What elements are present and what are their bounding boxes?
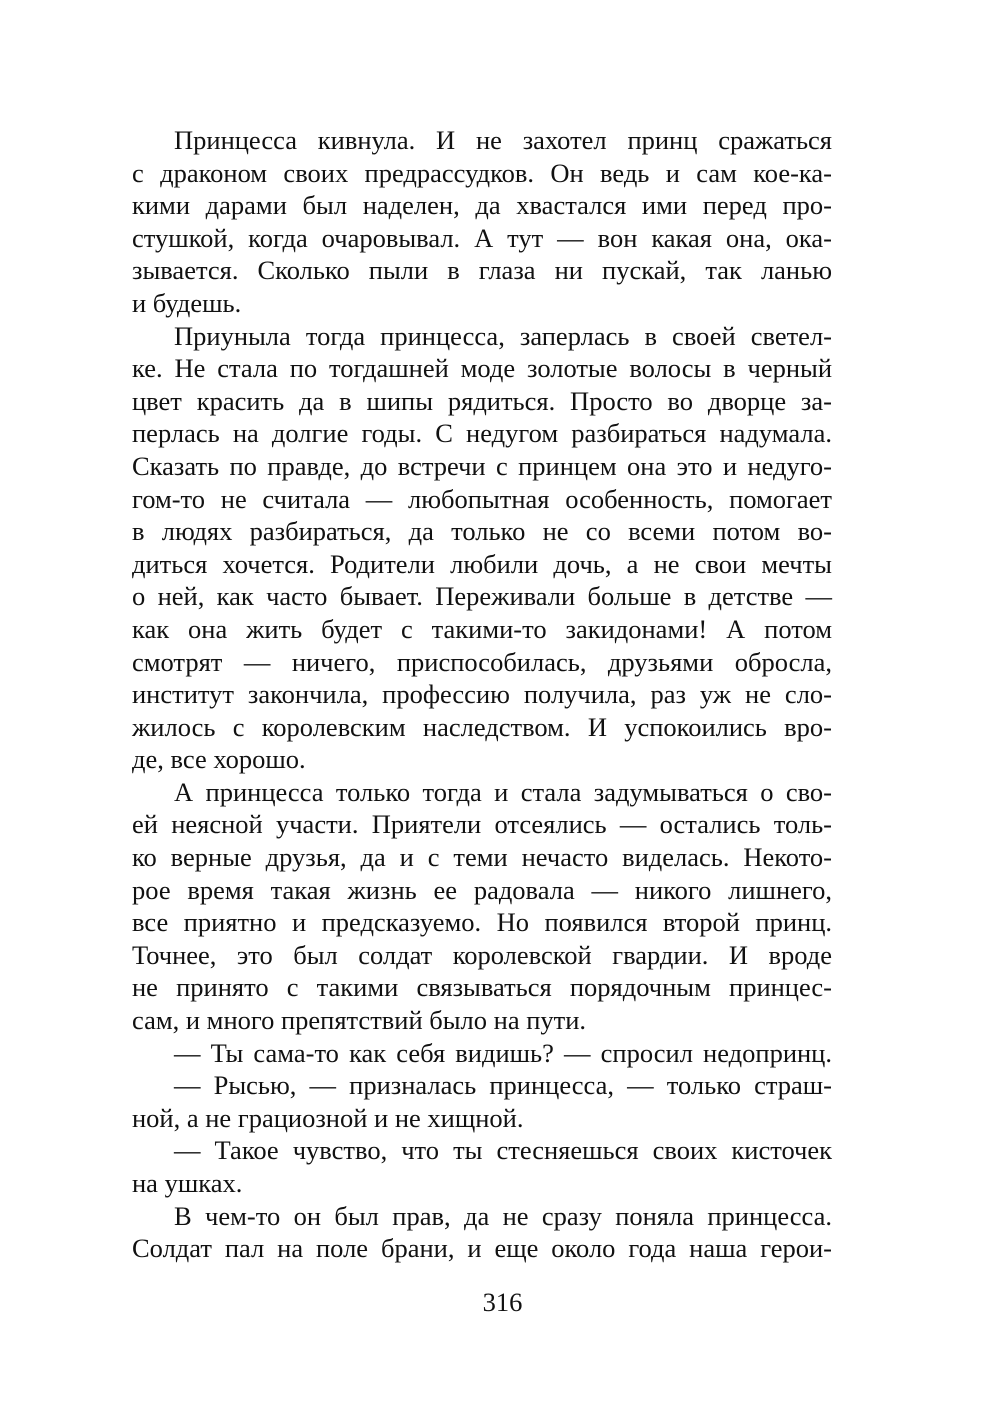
- text-line: В чем-то он был прав, да не сразу поняла принцесса.: [174, 1200, 832, 1231]
- dialogue-line: — Рысью, — призналась принцесса, — только страш-: [174, 1070, 832, 1101]
- text-line: с драконом своих предрассудков. Он ведь и сам кое-ка-: [132, 157, 832, 188]
- text-line: все приятно и предсказуемо. Но появился второй принц.: [132, 907, 832, 938]
- text-line: в людях разбираться, да только не со всеми потом во-: [132, 516, 832, 547]
- dialogue-line: — Такое чувство, что ты стесняешься своих кисточек: [174, 1135, 832, 1166]
- text-line: перлась на долгие годы. С недугом разбираться надумала.: [132, 418, 832, 449]
- page-number: 316: [482, 1287, 523, 1317]
- text-line: Приуныла тогда принцесса, заперлась в своей светел-: [174, 320, 832, 351]
- text-line: жилось с королевским наследством. И успокоились вро-: [132, 711, 832, 742]
- text-line: гом-то не считала — любопытная особенность, помогает: [132, 483, 832, 514]
- text-line: сам, и много препятствий было на пути.: [132, 1005, 587, 1036]
- text-line: о ней, как часто бывает. Переживали больше в детстве —: [132, 581, 832, 612]
- text-line: как она жить будет с такими-то закидонами! А потом: [132, 613, 832, 644]
- text-line: рое время такая жизнь ее радовала — никого лишнего,: [132, 874, 832, 905]
- text-line: ко верные друзья, да и с теми нечасто виделась. Некото-: [132, 842, 832, 873]
- text-line: Точнее, это был солдат королевской гвардии. И вроде: [132, 939, 832, 970]
- text-line: Солдат пал на поле брани, и еще около года наша герои-: [132, 1233, 832, 1264]
- dialogue-line: — Ты сама-то как себя видишь? — спросил недопринц.: [174, 1037, 832, 1068]
- body-text: [132, 124, 832, 1265]
- text-line: Сказать по правде, до встречи с принцем она это и недуго-: [132, 450, 832, 481]
- text-line: цвет красить да в шипы рядиться. Просто во дворце за-: [132, 385, 832, 416]
- text-line: на ушках.: [132, 1168, 243, 1198]
- text-line: институт закончила, профессию получила, раз уж не сло-: [132, 679, 832, 710]
- text-line: стушкой, когда очаровывал. А тут — вон какая она, ока-: [132, 222, 832, 253]
- text-line: Принцесса кивнула. И не захотел принц сражаться: [174, 125, 832, 155]
- text-line: де, все хорошо.: [132, 744, 306, 775]
- text-line: А принцесса только тогда и стала задумываться о сво-: [174, 776, 832, 807]
- text-line: ей неясной участи. Приятели отсеялись — остались толь-: [132, 809, 832, 840]
- text-line: кими дарами был наделен, да хвастался ими перед про-: [132, 190, 832, 221]
- text-line: не принято с такими связываться порядочным принцес-: [132, 972, 832, 1003]
- text-line: диться хочется. Родители любили дочь, а не свои мечты: [132, 548, 832, 579]
- text-line: зывается. Сколько пыли в глаза ни пускай, так ланью: [132, 255, 832, 286]
- text-line: ной, а не грациозной и не хищной.: [132, 1102, 524, 1133]
- text-line: ке. Не стала по тогдашней моде золотые волосы в черный: [132, 353, 832, 384]
- text-line: смотрят — ничего, приспособилась, друзьями обросла,: [132, 646, 832, 677]
- text-line: и будешь.: [132, 287, 242, 318]
